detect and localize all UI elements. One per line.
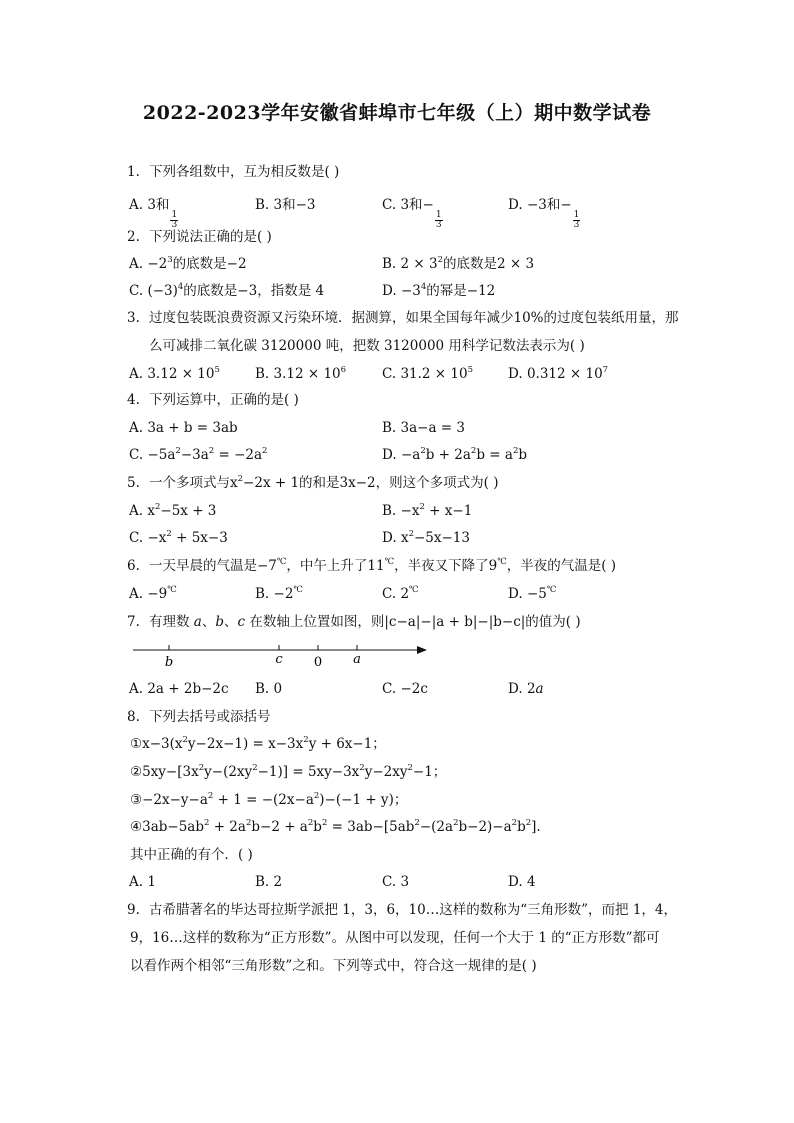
variable: a [535, 681, 544, 697]
exponent: 2 [321, 818, 328, 828]
unit: ℃ [497, 557, 507, 567]
text: ]. [531, 819, 541, 835]
question-stem: 下列说法正确的是( ) [149, 229, 272, 245]
question-stem: ，中午上升了11 [286, 558, 385, 574]
option-text: 2 [273, 874, 283, 890]
option-d [382, 529, 470, 547]
option-text: 0.312 × 10 [526, 366, 603, 382]
option-text: 3a + b = 3ab [147, 420, 238, 436]
question-2 [127, 228, 272, 246]
option-label: D. [508, 197, 523, 213]
exponent: 2 [313, 791, 320, 801]
option-c [129, 282, 324, 300]
option-d [508, 365, 608, 383]
question-conclusion: 其中正确的有个．( ) [130, 847, 253, 863]
exponent: 2 [154, 502, 161, 512]
option-d [508, 196, 580, 230]
exponent: 2 [166, 529, 172, 539]
question-number: 1. [127, 164, 140, 180]
exponent: 3 [167, 255, 173, 265]
exponent: 2 [408, 529, 414, 539]
option-a [129, 255, 247, 273]
option-d [382, 446, 527, 464]
option-label: C. [129, 530, 144, 546]
text: y−2x−1) = x−3x [187, 736, 304, 752]
denominator: 3 [435, 220, 442, 230]
unit: ℃ [384, 557, 395, 567]
option-text: b + 2a [425, 447, 471, 463]
numerator: 1 [171, 210, 178, 220]
option-text: 的幂是−12 [426, 283, 496, 299]
option-text: x [147, 503, 155, 519]
variable: a [193, 614, 202, 630]
option-c [382, 873, 409, 891]
option-text: 3a−a = 3 [400, 420, 465, 436]
option-b [382, 502, 472, 520]
question-number: 2. [127, 229, 140, 245]
option-text: 1 [147, 874, 156, 890]
exponent: 2 [203, 818, 210, 828]
exponent: 2 [470, 446, 477, 456]
option-a [129, 873, 156, 891]
option-b [255, 365, 346, 383]
statement-2 [130, 763, 446, 781]
option-label: B. [255, 197, 270, 213]
question-stem: 一个多项式与x [149, 475, 238, 491]
option-a [129, 502, 216, 520]
question-number: 6. [127, 558, 140, 574]
page-title: 2022-2023学年安徽省蚌埠市七年级（上）期中数学试卷 [142, 102, 652, 124]
text: )−(−1 + y)； [319, 792, 408, 808]
text: −1)] = 5xy−3x [257, 764, 360, 780]
question-stem-continued: 以看作两个相邻“三角形数”之和。下列等式中，符合这一规律的是( ) [130, 958, 537, 974]
exponent: 2 [453, 818, 459, 828]
text: + 2a [209, 819, 246, 835]
variable: b [215, 614, 225, 630]
exponent: 5 [467, 365, 473, 375]
option-label: A. [129, 503, 144, 519]
option-a [129, 365, 220, 383]
option-text: −2 [273, 586, 294, 602]
text: ①x−3(x [130, 736, 183, 752]
option-label: A. [129, 874, 144, 890]
question-number: 9. [127, 902, 140, 918]
option-a [129, 585, 177, 603]
option-text: −5x + 3 [160, 503, 217, 519]
option-label: D. [382, 530, 397, 546]
denominator: 3 [171, 220, 178, 230]
exponent: 2 [512, 446, 519, 456]
exponent: 2 [252, 763, 258, 773]
option-b [255, 873, 282, 891]
option-label: C. [382, 874, 397, 890]
option-text: −5 [526, 586, 547, 602]
exponent: 2 [208, 446, 215, 456]
option-a [129, 196, 178, 230]
fraction [573, 211, 581, 230]
option-a [129, 680, 229, 698]
text: y−2xy [364, 764, 408, 780]
option-d [508, 873, 536, 891]
exponent: 7 [602, 365, 609, 375]
label-c: c [275, 652, 283, 667]
question-7 [127, 613, 581, 631]
option-c [129, 446, 267, 464]
option-text: 2a + 2b−2c [147, 681, 229, 697]
option-text: 31.2 × 10 [400, 366, 468, 382]
exponent: 2 [198, 763, 205, 773]
option-b [382, 255, 534, 273]
exponent: 2 [262, 446, 268, 456]
number-line [130, 640, 440, 672]
option-text: + x−1 [424, 503, 473, 519]
exponent: 2 [511, 818, 518, 828]
option-text: −5x−13 [413, 530, 470, 546]
statement-1 [130, 735, 386, 753]
question-number: 8. [127, 709, 140, 725]
option-label: A. [129, 681, 144, 697]
option-text: 4 [526, 874, 536, 890]
option-text: 的底数是−3，指数是 4 [183, 283, 325, 299]
exponent: 2 [303, 735, 309, 745]
option-b [255, 196, 316, 214]
option-b [255, 585, 303, 603]
option-text: (−3) [147, 283, 178, 299]
option-label: B. [255, 681, 270, 697]
text: b−2 + a [251, 819, 308, 835]
option-text: x [400, 530, 409, 546]
exponent: 2 [525, 818, 532, 828]
option-label: D. [508, 586, 523, 602]
option-c [382, 196, 443, 230]
label-a: a [353, 652, 361, 667]
option-label: D. [382, 447, 397, 463]
label-zero: 0 [313, 655, 323, 670]
option-text: 的底数是2 × 3 [443, 256, 535, 272]
question-stem: 在数轴上位置如图，则|c−a|−|a + b|−|b−c|的值为( ) [245, 614, 581, 630]
option-text: −5a [147, 447, 176, 463]
option-text: 2 [400, 586, 410, 602]
option-text: 3 [400, 874, 410, 890]
option-c [382, 365, 473, 383]
option-label: C. [129, 283, 144, 299]
option-text: 3.12 × 10 [273, 366, 341, 382]
option-text: −9 [147, 586, 168, 602]
exponent: 2 [307, 818, 314, 828]
option-text: 3.12 × 10 [147, 366, 215, 382]
text: −1； [412, 764, 447, 780]
option-label: B. [382, 420, 397, 436]
exponent: 6 [340, 365, 347, 375]
exponent: 5 [214, 365, 220, 375]
text: ③−2x−y−a [130, 792, 208, 808]
option-text: 0 [273, 681, 283, 697]
option-a [129, 419, 238, 437]
option-d [508, 585, 556, 603]
exponent: 2 [207, 791, 214, 801]
unit: ℃ [293, 585, 303, 595]
exponent: 2 [420, 446, 426, 456]
text: b [313, 819, 322, 835]
question-number: 3. [127, 310, 140, 326]
question-stem: −2x + 1的和是3x−2，则这个多项式为( ) [243, 475, 499, 491]
option-label: B. [255, 586, 270, 602]
question-stem: 下列去括号或添括号 [149, 709, 271, 725]
exponent: 4 [177, 282, 184, 292]
option-d [382, 282, 495, 300]
option-text: −a [400, 447, 421, 463]
fraction [435, 211, 443, 230]
text: b−2)−a [458, 819, 512, 835]
option-text: −3和− [526, 197, 572, 213]
statement-3 [130, 791, 407, 809]
question-stem: ，半夜又下降了9 [394, 558, 498, 574]
exponent: 2 [237, 474, 244, 484]
option-label: D. [508, 681, 523, 697]
option-label: A. [129, 197, 144, 213]
option-text: −x [147, 530, 167, 546]
option-label: C. [382, 681, 397, 697]
separator: 、 [224, 614, 238, 630]
separator: 、 [201, 614, 216, 630]
question-stem: ，半夜的气温是( ) [506, 558, 617, 574]
unit: ℃ [276, 557, 287, 567]
option-c [382, 585, 419, 603]
text: + 1 = −(2x−a [213, 792, 314, 808]
option-text: b [518, 447, 528, 463]
text: −(2a [419, 819, 454, 835]
option-text: + 5x−3 [171, 530, 228, 546]
option-text: −3a [180, 447, 209, 463]
option-label: A. [129, 256, 144, 272]
statement-4 [130, 818, 541, 836]
exponent: 2 [437, 255, 444, 265]
unit: ℃ [546, 585, 557, 595]
option-label: A. [129, 420, 144, 436]
question-4 [127, 391, 299, 409]
option-label: C. [382, 586, 397, 602]
option-label: C. [129, 447, 144, 463]
variable: c [237, 614, 246, 630]
option-d [508, 680, 544, 698]
option-text: −2c [400, 681, 428, 697]
question-6 [127, 557, 616, 575]
exponent: 4 [420, 282, 427, 292]
exponent: 2 [359, 763, 365, 773]
text: = 3ab−[5ab [327, 819, 415, 835]
option-b [255, 680, 282, 698]
denominator: 3 [573, 220, 580, 230]
question-3 [127, 309, 679, 327]
option-b [382, 419, 465, 437]
option-text: −2 [147, 256, 168, 272]
option-label: B. [382, 256, 397, 272]
text: ④3ab−5ab [130, 819, 204, 835]
text: b [517, 819, 526, 835]
option-text: 2 × 3 [400, 256, 438, 272]
exponent: 2 [407, 763, 413, 773]
question-9 [127, 901, 677, 919]
text: y + 6x−1； [308, 736, 386, 752]
option-text: −3 [400, 283, 421, 299]
text: ②5xy−[3x [130, 764, 199, 780]
option-label: D. [382, 283, 397, 299]
option-label: C. [382, 366, 397, 382]
label-b: b [164, 655, 174, 670]
question-stem: 有理数 [149, 614, 194, 630]
option-label: D. [508, 874, 523, 890]
option-label: A. [129, 366, 144, 382]
option-text: b = a [476, 447, 513, 463]
question-5 [127, 474, 498, 492]
option-text: 3和 [147, 197, 170, 213]
option-label: D. [508, 366, 523, 382]
option-text: = −2a [214, 447, 263, 463]
question-stem: 一天早晨的气温是−7 [149, 558, 277, 574]
option-label: A. [129, 586, 144, 602]
option-text: 3和−3 [273, 197, 316, 213]
axis-arrow [417, 646, 427, 654]
question-stem-continued: 9，16…这样的数称为“正方形数”。从图中可以发现，任何一个大于 1 的“正方形数”都可 [130, 930, 660, 946]
unit: ℃ [409, 585, 419, 595]
option-c [129, 529, 228, 547]
question-number: 5. [127, 475, 140, 491]
exponent: 2 [245, 818, 252, 828]
option-text: 2 [526, 681, 536, 697]
question-number: 4. [127, 392, 140, 408]
question-stem: 过度包装既浪费资源又污染环境．据测算，如果全国每年减少10%的过度包装纸用量，那 [149, 310, 679, 326]
exponent: 2 [419, 502, 425, 512]
exponent: 2 [182, 735, 188, 745]
option-label: B. [382, 503, 397, 519]
option-text: 的底数是−2 [172, 256, 247, 272]
numerator: 1 [573, 210, 580, 220]
option-label: B. [255, 874, 270, 890]
question-1 [127, 163, 339, 181]
question-stem: 下列各组数中，互为相反数是( ) [149, 164, 340, 180]
exponent: 2 [175, 446, 181, 456]
numerator: 1 [435, 210, 442, 220]
option-label: B. [255, 366, 270, 382]
text: y−(2xy [204, 764, 253, 780]
question-stem: 古希腊著名的毕达哥拉斯学派把 1，3，6，10…这样的数称为“三角形数”，而把 1，4， [149, 902, 678, 918]
option-text: −x [400, 503, 420, 519]
option-text: 3和− [400, 197, 434, 213]
question-number: 7. [127, 614, 140, 630]
question-stem: 下列运算中，正确的是( ) [149, 392, 299, 408]
question-stem-continued: 么可减排二氧化碳 3120000 吨，把数 3120000 用科学记数法表示为( ) [149, 338, 585, 354]
question-8 [127, 708, 271, 726]
option-c [382, 680, 428, 698]
option-label: C. [382, 197, 397, 213]
unit: ℃ [167, 585, 177, 595]
exponent: 2 [414, 818, 420, 828]
